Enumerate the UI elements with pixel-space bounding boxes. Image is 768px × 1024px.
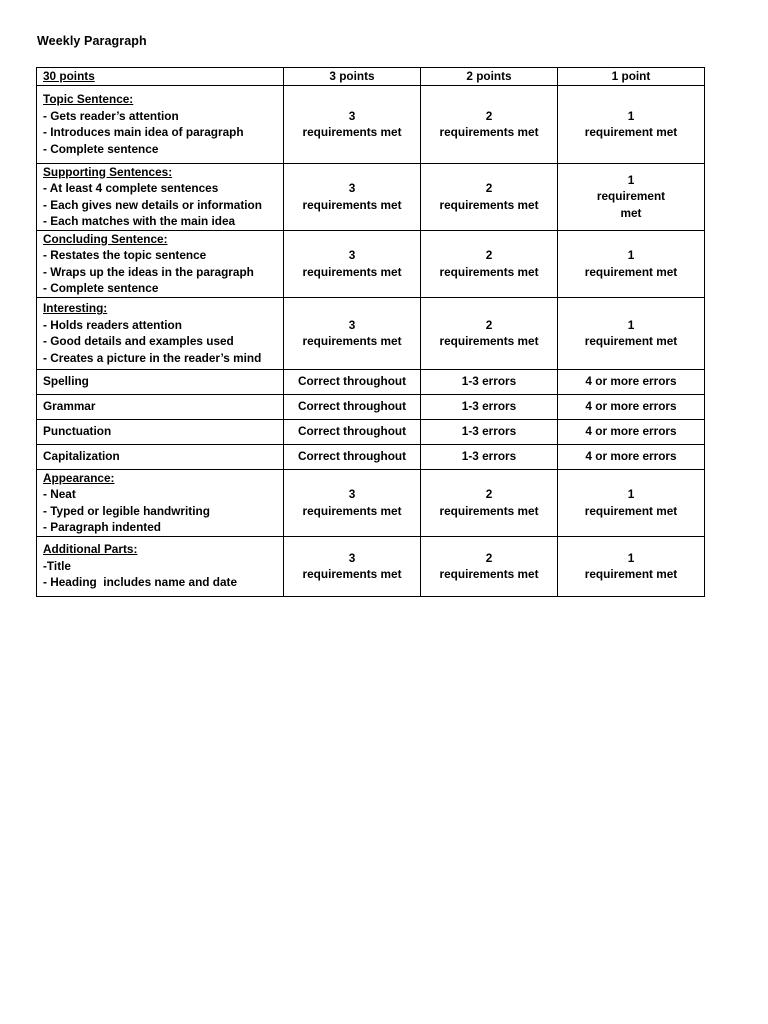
- score-number: 1: [627, 248, 635, 262]
- score-text: requirements met: [302, 334, 402, 348]
- score-number: 2: [485, 550, 493, 565]
- score-3-cell: [284, 85, 421, 163]
- table-row: [37, 536, 705, 596]
- score-text: requirement met: [584, 567, 678, 581]
- score-2-cell: 1-3 errors: [421, 419, 558, 444]
- criteria-bullet: - Typed or legible handwriting: [43, 503, 210, 518]
- criteria-title: Topic Sentence:: [43, 92, 134, 106]
- score-number: 3: [348, 181, 356, 195]
- criteria-cell: [37, 297, 284, 369]
- criteria-bullet: -Title: [43, 558, 71, 573]
- rubric-table: [36, 67, 705, 597]
- criteria-bullet: - Paragraph indented: [43, 520, 161, 534]
- criteria-label: Spelling: [37, 369, 284, 394]
- score-text: requirements met: [439, 503, 539, 518]
- score-1-cell: [558, 297, 705, 369]
- criteria-bullet: - Each matches with the main idea: [43, 214, 236, 228]
- criteria-bullet: - Neat: [43, 487, 76, 501]
- score-2-cell: [421, 85, 558, 163]
- score-2-cell: 1-3 errors: [421, 369, 558, 394]
- score-text: requirements met: [302, 567, 402, 581]
- score-text: requirements met: [439, 197, 539, 212]
- score-text: requirement met: [584, 264, 678, 279]
- criteria-title: Concluding Sentence:: [43, 231, 168, 246]
- criteria-bullet: - Holds readers attention: [43, 317, 182, 332]
- table-row: [37, 369, 705, 394]
- score-number: 1: [627, 172, 635, 187]
- score-1-cell: 4 or more errors: [558, 444, 705, 469]
- score-text: requirement met: [584, 503, 678, 518]
- score-3-cell: [284, 469, 421, 536]
- score-number: 2: [485, 108, 493, 123]
- header-criteria-label: 30 points: [43, 69, 95, 83]
- score-number: 3: [348, 248, 356, 262]
- score-number: 1: [627, 487, 635, 501]
- table-row: [37, 419, 705, 444]
- criteria-bullet: - Gets reader’s attention: [43, 108, 179, 123]
- score-2-cell: [421, 230, 558, 297]
- score-number: 2: [485, 248, 493, 262]
- score-number: 1: [627, 317, 635, 332]
- score-text: requirements met: [302, 197, 402, 212]
- header-2-points: 2 points: [421, 68, 558, 86]
- score-number: 3: [348, 550, 356, 565]
- score-number: 1: [627, 108, 635, 123]
- criteria-title: Additional Parts:: [43, 542, 138, 557]
- score-2-cell: [421, 163, 558, 230]
- criteria-cell: [37, 469, 284, 536]
- criteria-bullet: - Complete sentence: [43, 141, 159, 156]
- score-text: requirements met: [302, 264, 402, 279]
- score-1-cell: 4 or more errors: [558, 419, 705, 444]
- score-1-cell: 4 or more errors: [558, 394, 705, 419]
- criteria-label: Punctuation: [37, 419, 284, 444]
- header-criteria: [37, 68, 284, 86]
- score-1-cell: 4 or more errors: [558, 369, 705, 394]
- score-2-cell: [421, 297, 558, 369]
- score-1-cell: [558, 536, 705, 596]
- score-number: 3: [348, 487, 356, 501]
- score-text: requirements met: [302, 125, 402, 139]
- criteria-bullet: - Heading includes name and date: [43, 575, 238, 590]
- score-text: requirements met: [439, 567, 539, 581]
- criteria-label: Capitalization: [37, 444, 284, 469]
- criteria-bullet: - Introduces main idea of paragraph: [43, 125, 244, 139]
- criteria-title: Appearance:: [43, 470, 115, 485]
- criteria-cell: [37, 536, 284, 596]
- criteria-bullet: - Each gives new details or information: [43, 197, 262, 212]
- page-title: Weekly Paragraph: [37, 34, 147, 48]
- table-row: [37, 297, 705, 369]
- criteria-bullet: - Wraps up the ideas in the paragraph: [43, 264, 254, 279]
- criteria-cell: [37, 85, 284, 163]
- score-text: met: [620, 205, 642, 220]
- score-text: requirement met: [584, 334, 678, 348]
- score-1-cell: [558, 230, 705, 297]
- score-number: 2: [485, 487, 493, 501]
- criteria-title: Interesting:: [43, 301, 108, 315]
- score-3-cell: Correct throughout: [284, 369, 421, 394]
- score-text: requirements met: [439, 334, 539, 348]
- criteria-bullet: - Complete sentence: [43, 281, 159, 295]
- table-row: [37, 469, 705, 536]
- table-row: [37, 85, 705, 163]
- table-row: [37, 230, 705, 297]
- score-1-cell: [558, 469, 705, 536]
- score-3-cell: [284, 163, 421, 230]
- score-number: 3: [348, 317, 356, 332]
- score-text: requirements met: [302, 503, 402, 518]
- score-2-cell: [421, 469, 558, 536]
- score-1-cell: [558, 163, 705, 230]
- criteria-bullet: - Creates a picture in the reader’s mind: [43, 350, 262, 365]
- criteria-title: Supporting Sentences:: [43, 164, 173, 179]
- score-3-cell: [284, 297, 421, 369]
- score-text: requirement: [596, 189, 666, 204]
- score-3-cell: Correct throughout: [284, 394, 421, 419]
- score-number: 2: [485, 317, 493, 332]
- criteria-cell: [37, 163, 284, 230]
- score-text: requirements met: [439, 125, 539, 139]
- score-2-cell: 1-3 errors: [421, 394, 558, 419]
- table-row: [37, 394, 705, 419]
- score-3-cell: Correct throughout: [284, 444, 421, 469]
- score-1-cell: [558, 85, 705, 163]
- table-row: [37, 163, 705, 230]
- criteria-bullet: - Good details and examples used: [43, 334, 234, 348]
- score-text: requirement met: [584, 125, 678, 139]
- score-text: requirements met: [439, 264, 539, 279]
- score-number: 2: [485, 181, 493, 195]
- criteria-bullet: - At least 4 complete sentences: [43, 181, 219, 195]
- table-row: [37, 444, 705, 469]
- header-3-points: 3 points: [284, 68, 421, 86]
- criteria-bullet: - Restates the topic sentence: [43, 248, 207, 262]
- criteria-label: Grammar: [37, 394, 284, 419]
- header-1-point: 1 point: [558, 68, 705, 86]
- score-3-cell: Correct throughout: [284, 419, 421, 444]
- score-3-cell: [284, 536, 421, 596]
- score-3-cell: [284, 230, 421, 297]
- score-number: 3: [348, 108, 356, 123]
- header-row: [37, 68, 705, 86]
- score-2-cell: [421, 536, 558, 596]
- criteria-cell: [37, 230, 284, 297]
- score-number: 1: [627, 550, 635, 565]
- score-2-cell: 1-3 errors: [421, 444, 558, 469]
